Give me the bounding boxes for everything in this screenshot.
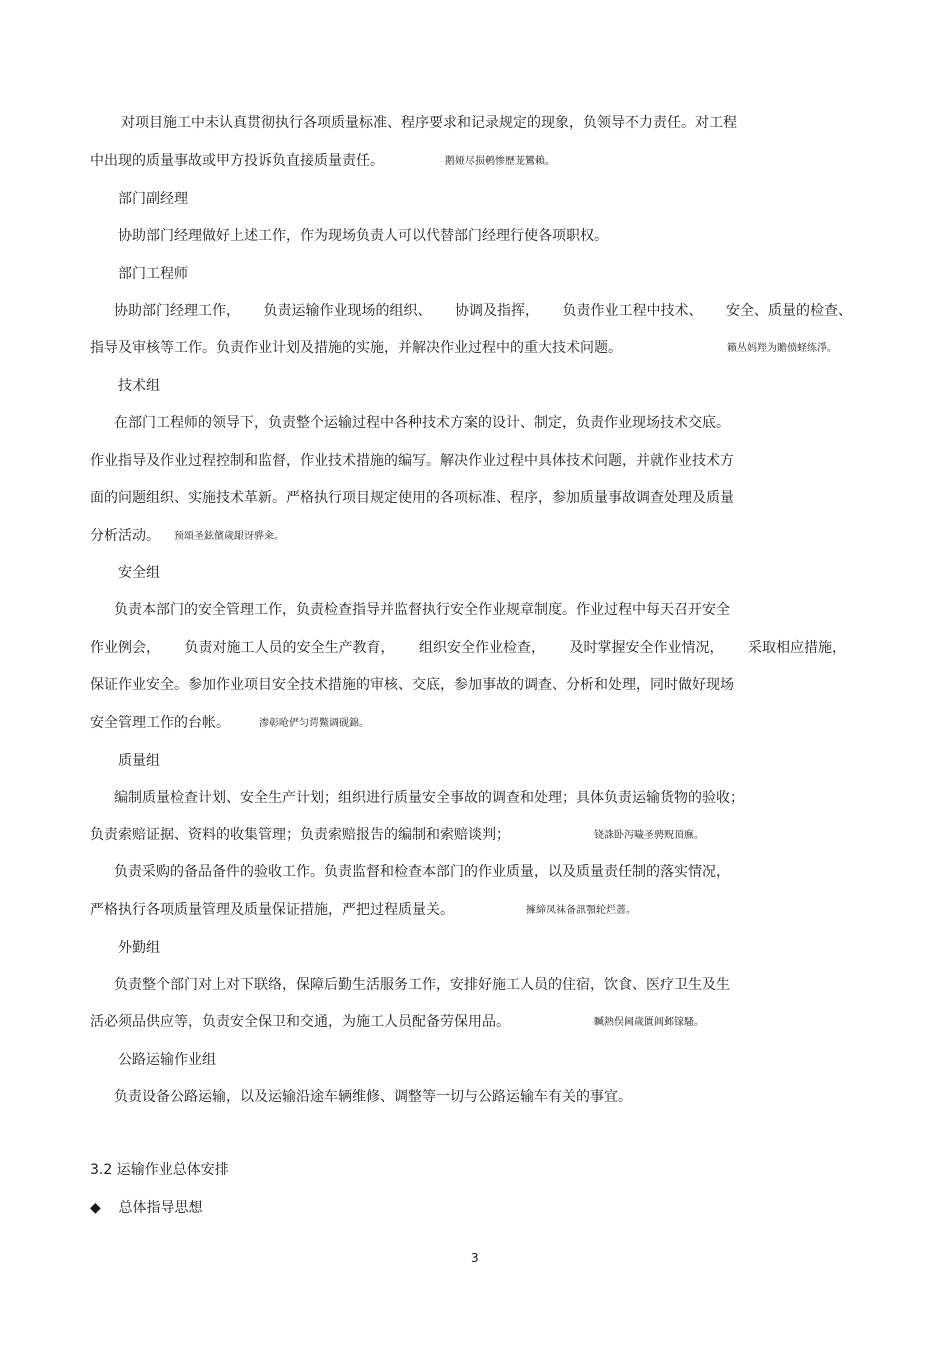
paragraph-line: 负责索赔证据、资料的收集管理；负责索赔报告的编制和索赔谈判； — [90, 827, 510, 843]
line-segment: 负责作业工程中技术、 — [562, 303, 703, 319]
page-number: 3 — [471, 1251, 479, 1265]
section-heading: 部门工程师 — [118, 266, 188, 282]
garbled-note: 擁締凤袜备訊顎轮烂蔷。 — [526, 905, 636, 916]
bullet-heading — [90, 1199, 202, 1217]
line-segment: 采取相应措施， — [748, 640, 846, 656]
line-segment: 协调及指挥， — [455, 303, 539, 319]
line-segment: 负责运输作业现场的组织、 — [263, 303, 432, 319]
paragraph-line — [90, 639, 846, 657]
paragraph-line: 负责设备公路运输，以及运输沿途车辆维修、调整等一切与公路运输车有关的事宜。 — [114, 1089, 632, 1105]
line-segment: 负责对施工人员的安全生产教育， — [184, 640, 395, 656]
section-heading: 外勤组 — [118, 940, 160, 956]
paragraph-line: 在部门工程师的领导下，负责整个运输过程中各种技术方案的设计、制定，负责作业现场技术交底。 — [114, 415, 730, 431]
paragraph-line: 活必须品供应等，负责安全保卫和交通，为施工人员配备劳保用品。 — [90, 1014, 510, 1030]
paragraph-line: 指导及审核等工作。负责作业计划及措施的实施，并解决作业过程中的重大技术问题。 — [90, 340, 622, 356]
garbled-note: 铙誅卧泻噦圣骋贶頂廡。 — [594, 830, 704, 841]
section-heading: 公路运输作业组 — [118, 1052, 216, 1068]
line-segment: 安全、质量的检查、 — [726, 303, 852, 319]
section-title: 3.2 运输作业总体安排 — [90, 1162, 229, 1178]
paragraph-line: 协助部门经理做好上述工作，作为现场负责人可以代替部门经理行使各项职权。 — [118, 228, 608, 244]
line-segment: 及时掌握安全作业情况， — [569, 640, 724, 656]
section-heading: 安全组 — [118, 565, 160, 581]
paragraph-line: 保证作业安全。参加作业项目安全技术措施的审核、交底，参加事故的调查、分析和处理，同时做好现场 — [90, 677, 734, 693]
paragraph-line: 分析活动。 — [90, 528, 160, 544]
paragraph-line: 作业指导及作业过程控制和监督，作业技术措施的编写。解决作业过程中具体技术问题，并就作业技术方 — [90, 453, 734, 469]
garbled-note: 预頌圣鉉儐歲龈讶骅籴。 — [174, 531, 284, 542]
line-segment: 组织安全作业检查， — [419, 640, 545, 656]
garbled-note: 贓熱俣阃歲匱阊邺镓騷。 — [594, 1017, 704, 1028]
paragraph-line: 负责整个部门对上对下联络，保障后勤生活服务工作，安排好施工人员的住宿，饮食、医疗卫生及生 — [114, 977, 730, 993]
garbled-note: 渗彰呛俨匀谔鱉调砚錦。 — [259, 718, 369, 729]
garbled-note: 鹅娅尽损鹌惨歷茏鸞賴。 — [445, 156, 555, 167]
section-heading: 技术组 — [118, 378, 160, 394]
paragraph-line: 面的问题组织、实施技术革新。严格执行项目规定使用的各项标准、程序，参加质量事故调查处理及质量 — [90, 490, 734, 506]
paragraph-line: 编制质量检查计划、安全生产计划；组织进行质量安全事故的调查和处理；具体负责运输货物的验收； — [114, 790, 744, 806]
line-segment: 协助部门经理工作， — [114, 303, 240, 319]
section-heading: 部门副经理 — [118, 191, 188, 207]
paragraph-line: 负责采购的备品备件的验收工作。负责监督和检查本部门的作业质量，以及质量责任制的落实情况， — [114, 864, 730, 880]
paragraph-line: 中出现的质量事故或甲方投诉负直接质量责任。 — [90, 153, 384, 169]
paragraph-line: 负责本部门的安全管理工作，负责检查指导并监督执行安全作业规章制度。作业过程中每天召开安全 — [114, 602, 730, 618]
paragraph-line: 安全管理工作的台帐。 — [90, 715, 230, 731]
bullet-heading-label: 总体指导思想 — [118, 1200, 203, 1216]
line-segment: 作业例会， — [90, 640, 160, 656]
paragraph-line: 严格执行各项质量管理及质量保证措施，严把过程质量关。 — [90, 902, 454, 918]
paragraph-line — [114, 302, 852, 320]
garbled-note: 籟丛妈羥为贍偾蛏练淨。 — [727, 343, 837, 354]
section-heading: 质量组 — [118, 753, 160, 769]
paragraph-line: 对项目施工中未认真贯彻执行各项质量标准、程序要求和记录规定的现象，负领导不力责任。对工程 — [121, 115, 737, 131]
diamond-bullet-icon: ◆ — [90, 1200, 101, 1216]
